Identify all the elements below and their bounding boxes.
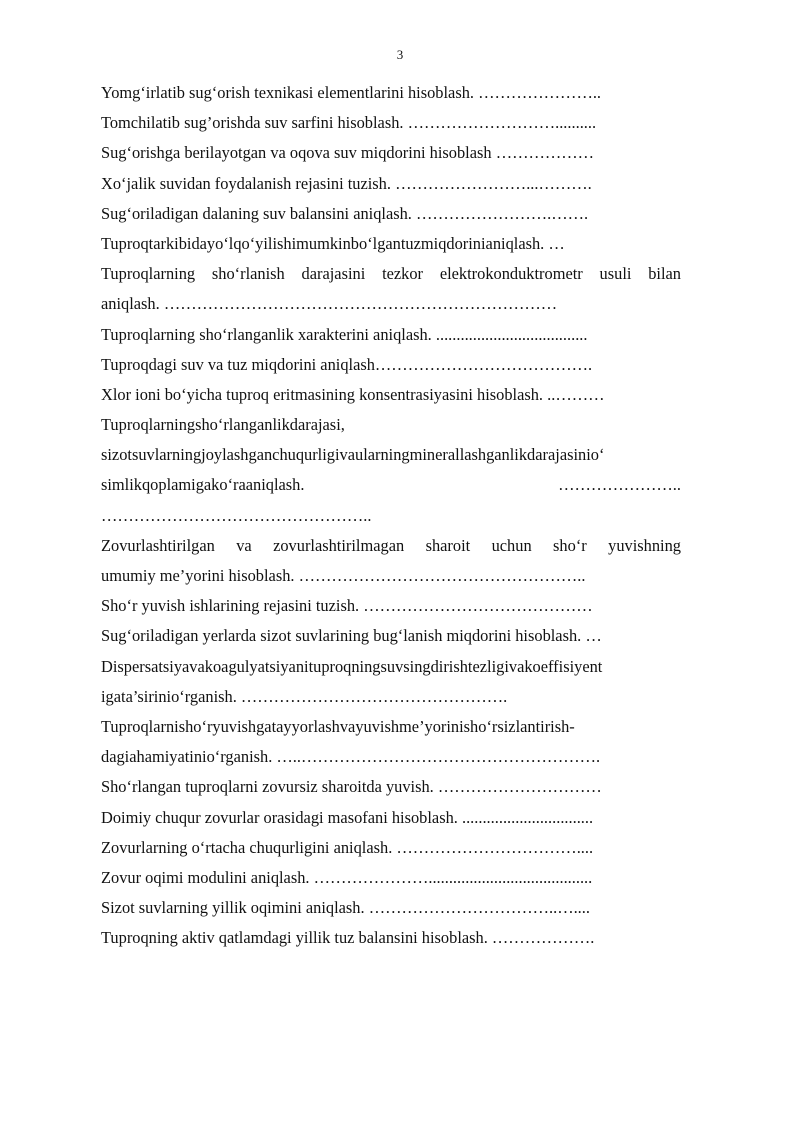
toc-entry: Sug‘oriladigan dalaning suv balansini aniqlash. …………………….……. bbox=[101, 203, 589, 223]
toc-entry: Doimiy chuqur zovurlar orasidagi masofani hisoblash. ................................ bbox=[101, 807, 594, 827]
toc-entry-continuation bbox=[101, 470, 681, 500]
toc-entry: Dispersatsiyavakoagulyatsiyanituproqningsuvsingdirishtezligivakoeffisiyent bbox=[101, 656, 603, 676]
toc-entry: Zovur oqimi modulini aniqlash. …………………........................................ bbox=[101, 867, 593, 887]
toc-entry-continuation: umumiy me’yorini hisoblash. …………………………………………….. bbox=[101, 566, 586, 585]
toc-entry: Tuproqlarningsho‘rlanganlikdarajasi, bbox=[101, 415, 345, 435]
toc-entry: Tuproqlarning sho‘rlanish darajasini tezkor elektrokonduktrometr usuli bilan bbox=[101, 264, 681, 284]
toc-entry: Sug‘orishga berilayotgan va oqova suv miqdorini hisoblash ……………… bbox=[101, 143, 595, 163]
toc-entry-continuation: sizotsuvlarningjoylashganchuqurligivaularningminerallashganlikdarajasinio‘ bbox=[101, 445, 605, 465]
toc-entry: Tuproqdagi suv va tuz miqdorini aniqlash…………………………………. bbox=[101, 354, 593, 374]
toc-entry-continuation: dagiahamiyatinio‘rganish. …..………………………………………………. bbox=[101, 747, 601, 767]
toc-leader-dots: ………………….. bbox=[558, 475, 681, 495]
toc-entry: Tuproqning aktiv qatlamdagi yillik tuz balansini hisoblash. ………………. bbox=[101, 928, 595, 948]
toc-entry: Zovurlarning o‘rtacha chuqurligini aniqlash. …………………………….... bbox=[101, 837, 594, 857]
page-number: 3 bbox=[396, 47, 404, 62]
toc-entry: Sug‘oriladigan yerlarda sizot suvlarining bug‘lanish miqdorini hisoblash. … bbox=[101, 626, 602, 646]
toc-entry: Sho‘rlangan tuproqlarni zovursiz sharoitda yuvish. ………………………… bbox=[101, 777, 602, 797]
toc-entry: Sizot suvlarning yillik oqimini aniqlash. ……………………………..….... bbox=[101, 898, 590, 918]
toc-entry-text: simlikqoplamigako‘raaniqlash. bbox=[101, 475, 305, 495]
toc-entry-continuation: aniqlash. ……………………………………………………………… bbox=[101, 294, 558, 314]
toc-entry: Zovurlashtirilgan va zovurlashtirilmagan sharoit uchun sho‘r yuvishning bbox=[101, 535, 681, 555]
toc-entry: Xlor ioni bo‘yicha tuproq eritmasining konsentrasiyasini hisoblash. ..……… bbox=[101, 384, 605, 404]
toc-entry: Tuproqlarning sho‘rlanganlik xarakterini aniqlash. ..................................... bbox=[101, 324, 588, 344]
toc-entry: Sho‘r yuvish ishlarining rejasini tuzish. …………………………………… bbox=[101, 596, 593, 616]
toc-entry: Tomchilatib sug’orishda suv sarfini hisoblash. ……………………….......... bbox=[101, 113, 597, 133]
toc-entry: Tuproqlarnisho‘ryuvishgatayyorlashvayuvishme’yorinisho‘rsizlantirish- bbox=[101, 716, 575, 736]
toc-entry: Tuproqtarkibidayo‘lqo‘yilishimumkinbo‘lgantuzmiqdorinianiqlash. … bbox=[101, 233, 565, 253]
table-of-contents bbox=[101, 78, 681, 953]
toc-entry: Xo‘jalik suvidan foydalanish rejasini tuzish. ……………………...………. bbox=[101, 173, 592, 193]
toc-entry: Yomg‘irlatib sug‘orish texnikasi elementlarini hisoblash. ………………….. bbox=[101, 83, 602, 102]
toc-leader-line: ………………………………………….. bbox=[101, 505, 372, 525]
toc-entry-continuation: igata’sirinio‘rganish. …………………………………………. bbox=[101, 686, 508, 706]
